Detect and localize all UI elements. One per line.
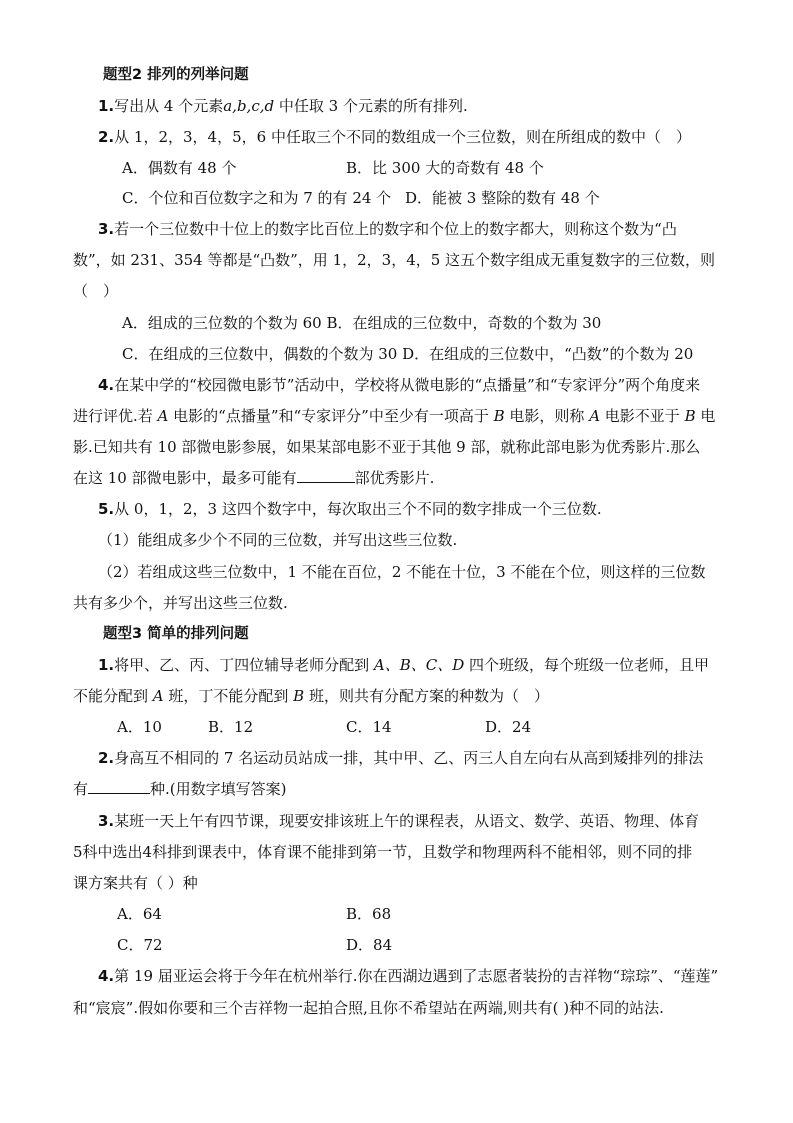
answer-parentheses: （ ） [73,282,119,300]
question-number: 4. [98,376,115,394]
math-variable: A [157,407,169,425]
math-variable: A [152,687,164,705]
text-span: 在这 10 部微电影中，最多可能有 [73,469,297,487]
question-text: 某班一天上午有四节课，现要安排该班上午的课程表，从语文、数学、英语、物理、体育 [114,812,700,830]
option-d: D．能被 3 整除的数有 48 个 [405,189,600,207]
option-b: B．68 [346,905,392,923]
math-variable: B [493,407,505,425]
option-c: C．72 [117,936,163,954]
question-text-line: 影.已知共有 10 部微电影参展，如果某部电影不亚于其他 9 部，就称此部电影为优秀影片.那么 [73,438,701,456]
question-number: 3. [98,812,115,830]
option-d: D．84 [346,936,393,954]
text-span: 电影的“点播量”和“专家评分”中至少有一项高于 [168,407,494,425]
question-number: 4. [98,967,115,985]
sub-question-1: （1）能组成多少个不同的三位数，并写出这些三位数. [98,531,458,549]
question-text-line: 共有多少个，并写出这些三位数. [73,594,288,612]
question-number: 2. [98,128,115,146]
text-span: 部优秀影片. [354,469,435,487]
text-span: 电影不亚于 [600,407,685,425]
question-text: 若一个三位数中十位上的数字比百位上的数字和个位上的数字都大，则称这个数为“凸 [114,220,677,238]
question-3-4 [98,966,718,986]
question-2-1 [98,96,468,116]
question-text-line: 5科中选出4科排到课表中，体育课不能排到第一节，且数学和物理两科不能相邻，则不同的排 [73,843,693,861]
text-span: 有 [73,780,89,798]
option-a: A．偶数有 48 个 [122,159,237,177]
question-text: 中任取 3 个元素的所有排列. [274,97,468,115]
question-number: 3. [98,220,115,238]
question-text-line: 课方案共有（ ）种 [73,874,198,892]
text-span: 班，丁不能分配到 [163,687,294,705]
math-variables: A、B、C、D [373,656,465,674]
text-span: 电 [695,407,716,425]
option-c: C．14 [346,718,392,736]
option-b: B．12 [208,718,254,736]
question-text-line [73,686,549,706]
text-span: 四个班级，每个班级一位老师，且甲 [464,656,710,674]
question-text-line [73,468,434,488]
question-text-line: 和“宸宸”.假如你要和三个吉祥物一起拍合照,且你不希望站在两端,则共有( )种不同的站法. [73,999,664,1017]
section-title-3: 题型3 简单的排列问题 [103,626,249,642]
option-c: C．个位和百位数字之和为 7 的有 24 个 [122,189,392,207]
question-text: 在某中学的“校园微电影节”活动中，学校将从微电影的“点播量”和“专家评分”两个角度来 [114,376,701,394]
question-3-1 [98,655,709,675]
question-text-line [73,406,715,426]
text-span: 进行评优.若 [73,407,158,425]
text-span: 电影，则称 [504,407,590,425]
text-span: 将甲、乙、丙、丁四位辅导老师分配到 [114,656,374,674]
question-number: 1. [98,97,115,115]
question-text-line [73,779,287,799]
fill-in-blank[interactable] [88,779,150,794]
question-2-2 [98,127,691,147]
fill-in-blank[interactable] [297,468,355,483]
option-d: D．24 [485,718,532,736]
question-2-3 [98,219,677,239]
question-number: 1. [98,656,115,674]
text-span: 种.(用数字填写答案) [150,780,287,798]
options-cd: C．在组成的三位数中，偶数的个数为 30 D．在组成的三位数中，“凸数”的个数为 20 [122,345,694,363]
option-b: B．比 300 大的奇数有 48 个 [346,159,544,177]
options-ab: A．组成的三位数的个数为 60 B．在组成的三位数中，奇数的个数为 30 [122,314,602,332]
question-3-3 [98,811,699,831]
question-2-4 [98,375,700,395]
option-a: A．64 [117,905,162,923]
question-text: 写出从 4 个元素 [114,97,224,115]
question-2-5 [98,499,602,519]
question-text: 身高互不相同的 7 名运动员站成一排，其中甲、乙、丙三人自左向右从高到矮排列的排法 [114,749,704,767]
question-number: 2. [98,749,115,767]
question-text: 从 1，2，3，4，5，6 中任取三个不同的数组成一个三位数，则在所组成的数中（ ） [114,128,691,146]
section-title-2: 题型2 排列的列举问题 [103,67,249,83]
question-number: 5. [98,500,115,518]
math-variable: A [589,407,601,425]
math-variable: B [684,407,696,425]
question-text: 从 0，1，2，3 这四个数字中，每次取出三个不同的数字排成一个三位数. [114,500,602,518]
math-variable: B [293,687,305,705]
question-text-line: 数”，如 231、354 等都是“凸数”，用 1，2，3，4，5 这五个数字组成无重复数字的三位数，则 [73,251,716,269]
question-text: 第 19 届亚运会将于今年在杭州举行.你在西湖边遇到了志愿者装扮的吉祥物“琮琮”、“莲莲” [114,967,719,985]
question-3-2 [98,748,703,768]
text-span: 班，则共有分配方案的种数为（ ） [304,687,549,705]
text-span: 不能分配到 [73,687,153,705]
sub-question-2: （2）若组成这些三位数中，1 不能在百位，2 不能在十位，3 不能在个位，则这样的三位数 [98,563,706,581]
math-variables: a,b,c,d [223,97,275,115]
option-a: A．10 [117,718,162,736]
